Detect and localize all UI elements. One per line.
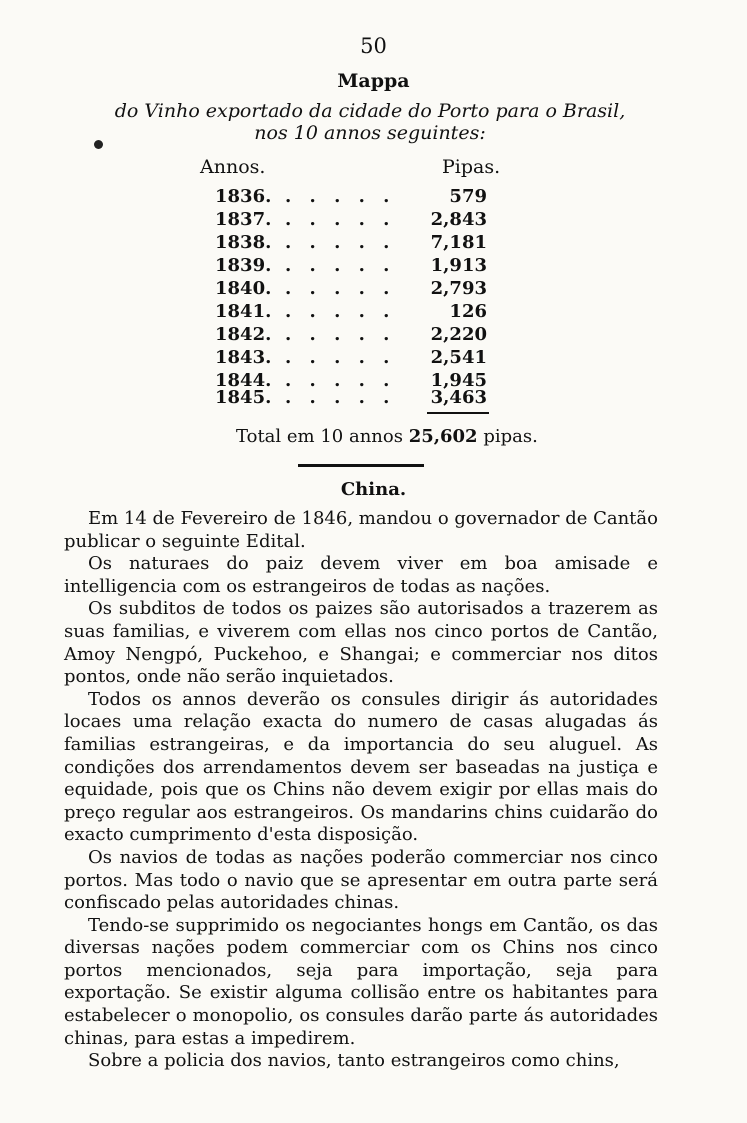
row-value: 1,913 (430, 255, 487, 276)
row-value: 1,945 (430, 370, 487, 391)
table-row (215, 255, 487, 278)
table-row (215, 301, 487, 324)
row-year: 1841. (215, 301, 272, 322)
row-year: 1840. (215, 278, 272, 299)
row-value: 2,793 (430, 278, 487, 299)
total-line (236, 426, 538, 447)
leader-dots: . . . . . (285, 209, 396, 230)
row-value: 3,463 (430, 387, 487, 408)
row-year: 1845. (215, 387, 272, 408)
row-year: 1844. (215, 370, 272, 391)
section-heading: China. (340, 479, 407, 500)
total-label: Total em 10 annos (236, 426, 403, 447)
leader-dots: . . . . . (285, 232, 396, 253)
leader-dots: . . . . . (285, 186, 396, 207)
table-subtitle (60, 100, 680, 144)
table-title: Mappa (337, 70, 410, 92)
row-year: 1838. (215, 232, 272, 253)
leader-dots: . . . . . (285, 387, 396, 408)
leader-dots: . . . . . (285, 278, 396, 299)
row-year: 1839. (215, 255, 272, 276)
row-year: 1843. (215, 347, 272, 368)
row-year: 1837. (215, 209, 272, 230)
sum-rule (427, 412, 489, 414)
paragraph: Em 14 de Fevereiro de 1846, mandou o governador de Cantão publicar o seguinte Edital. (64, 508, 658, 552)
leader-dots: . . . . . (285, 301, 396, 322)
paragraph: Os naturaes do paiz devem viver em boa amisade e intelligencia com os estrangeiros de todas as nações. (64, 553, 658, 597)
column-header-years: Annos. (200, 156, 266, 178)
table-subtitle-line-1: do Vinho exportado da cidade do Porto para o Brasil, (114, 100, 626, 122)
page-number: 50 (360, 34, 387, 58)
section-divider (298, 464, 424, 467)
row-value: 2,541 (430, 347, 487, 368)
paragraph: Os subditos de todos os paizes são autorisados a trazerem as suas familias, e viverem com ellas nos cinco portos de Cantão, Amoy Nengpó, Puckehoo, e Shangai; e commerciar nos ditos pontos, onde não serão inquietados. (64, 598, 658, 688)
row-value: 126 (449, 301, 487, 322)
paragraph: Todos os annos deverão os consules dirigir ás autoridades locaes uma relação exacta do numero de casas alugadas ás familias estrangeiras, e da importancia do seu aluguel. As condições dos arrendamentos devem ser baseadas na justiça e equidade, pois que os Chins não devem exigir por ellas mais do preço regular aos estrangeiros. Os mandarins chins cuidarão do exacto cumprimento d'esta disposição. (64, 688, 658, 846)
body-text (64, 508, 658, 1073)
row-value: 7,181 (430, 232, 487, 253)
column-header-pipes: Pipas. (442, 156, 501, 178)
row-value: 2,843 (430, 209, 487, 230)
row-value: 579 (449, 186, 487, 207)
leader-dots: . . . . . (285, 324, 396, 345)
table-row (215, 347, 487, 370)
leader-dots: . . . . . (285, 347, 396, 368)
row-value: 2,220 (430, 324, 487, 345)
leader-dots: . . . . . (285, 370, 396, 391)
total-unit: pipas. (483, 426, 538, 447)
table-row (215, 324, 487, 347)
table-row (215, 209, 487, 232)
paragraph: Os navios de todas as nações poderão commerciar nos cinco portos. Mas todo o navio que se apresentar em outra parte será confiscado pelas autoridades chinas. (64, 846, 658, 914)
table-row (215, 232, 487, 255)
ink-spot-icon (94, 140, 103, 149)
leader-dots: . . . . . (285, 255, 396, 276)
row-year: 1842. (215, 324, 272, 345)
table-row (215, 186, 487, 209)
paragraph: Tendo-se supprimido os negociantes hongs em Cantão, os das diversas nações podem commerciar com os Chins nos cinco portos mencionados, seja para importação, seja para exportação. Se existir alguma collisão entre os habitantes para estabelecer o monopolio, os consules darão parte ás autoridades chinas, para estas a impedirem. (64, 914, 658, 1049)
table-row (215, 387, 487, 410)
total-value: 25,602 (408, 426, 478, 447)
row-year: 1836. (215, 186, 272, 207)
table-row (215, 278, 487, 301)
paragraph: Sobre a policia dos navios, tanto estrangeiros como chins, (88, 1050, 620, 1072)
table-subtitle-line-2: nos 10 annos seguintes: (254, 122, 486, 144)
